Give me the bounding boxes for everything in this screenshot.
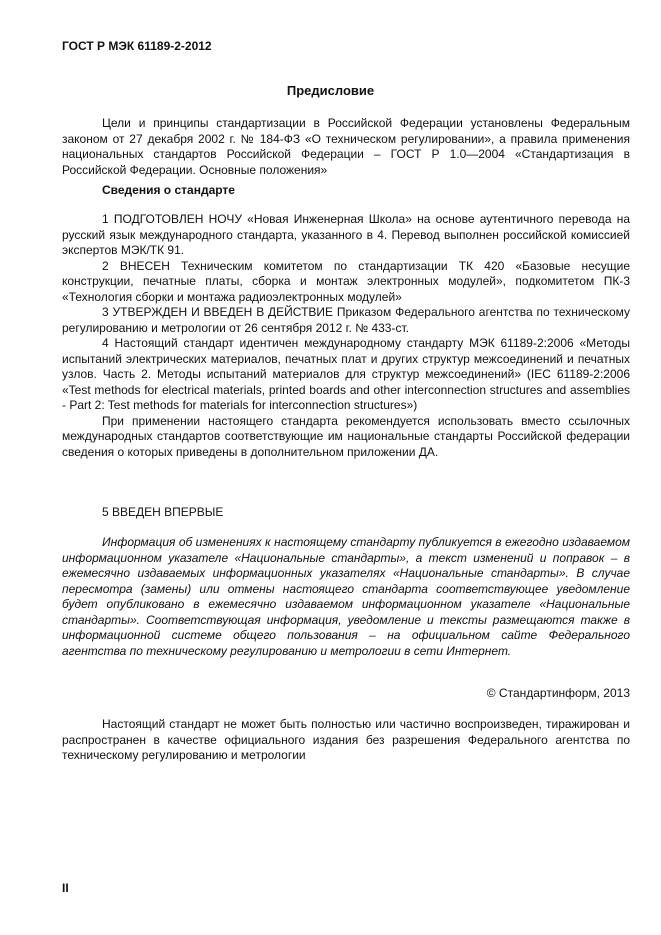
changes-info-section	[62, 535, 630, 659]
standard-info-section	[62, 212, 630, 460]
copyright-notice: © Стандартинформ, 2013	[486, 686, 630, 700]
item-5: 5 ВВЕДЕН ВПЕРВЫЕ	[102, 505, 224, 519]
intro-section	[62, 116, 630, 199]
item-5-section	[62, 505, 630, 521]
item-4-note: При применении настоящего стандарта рекомендуется использовать вместо ссылочных международных стандартов соответствующие им национальные стандарты Российской федерации сведения о которых приведены в дополнительном приложении ДА.	[62, 413, 630, 459]
page-title: Предисловие	[286, 83, 375, 98]
rights-section	[62, 717, 630, 764]
page-number: II	[62, 881, 69, 895]
item-2: 2 ВНЕСЕН Техническим комитетом по стандартизации ТК 420 «Базовые несущие конструкции, печатные платы, сборка и монтаж электронных модулей», подкомитетом ПК-3 «Технология сборки и монтажа радиоэлектронных модулей»	[62, 258, 630, 304]
standard-code-header: ГОСТ Р МЭК 61189-2-2012	[62, 39, 212, 53]
intro-paragraph: Цели и принципы стандартизации в Российской Федерации установлены Федеральным законом от 27 декабря 2002 г. № 184-ФЗ «О техническом регулировании», а правила применения национальных стандартов Российской Федерации – ГОСТ Р 1.0—2004 «Стандартизация в Российской Федерации. Основные положения»	[62, 116, 630, 177]
item-3: 3 УТВЕРЖДЕН И ВВЕДЕН В ДЕЙСТВИЕ Приказом Федерального агентства по техническому регулированию и метрологии от 26 сентября 2012 г. № 433-ст.	[62, 305, 630, 335]
item-4: 4 Настоящий стандарт идентичен международному стандарту МЭК 61189-2:2006 «Методы испытаний электрических материалов, печатных плат и других структур межсоединений и печатных узлов. Часть 2. Методы испытаний материалов для структур межсоединений» (IEC 61189-2:2006 «Test methods for electrical materials, printed boards and other interconnection structures and assemblies - Part 2: Test methods for materials for interconnection structures»)	[62, 336, 630, 412]
info-heading: Сведения о стандарте	[102, 183, 235, 197]
rights-paragraph: Настоящий стандарт не может быть полностью или частично воспроизведен, тиражирован и распространен в качестве официального издания без разрешения Федерального агентства по техническому регулированию и метрологии	[62, 717, 630, 762]
item-1: 1 ПОДГОТОВЛЕН НОЧУ «Новая Инженерная Школа» на основе аутентичного перевода на русский язык международного стандарта, указанного в 4. Перевод выполнен российской комиссией экспертов МЭК/ТК 91.	[62, 212, 630, 257]
changes-info-paragraph: Информация об изменениях к настоящему стандарту публикуется в ежегодно издаваемом информационном указателе «Национальные стандарты», а текст изменений и поправок – в ежемесячно издаваемых информационных указателях «Национальные стандарты». В случае пересмотра (замены) или отмены настоящего стандарта соответствующее уведомление будет опубликовано в ежемесячно издаваемом информационном указателе «Национальные стандарты». Соответствующая информация, уведомление и тексты размещаются также в информационной системе общего пользования – на официальном сайте Федерального агентства по техническому регулированию и метрологии в сети Интернет.	[62, 535, 630, 658]
